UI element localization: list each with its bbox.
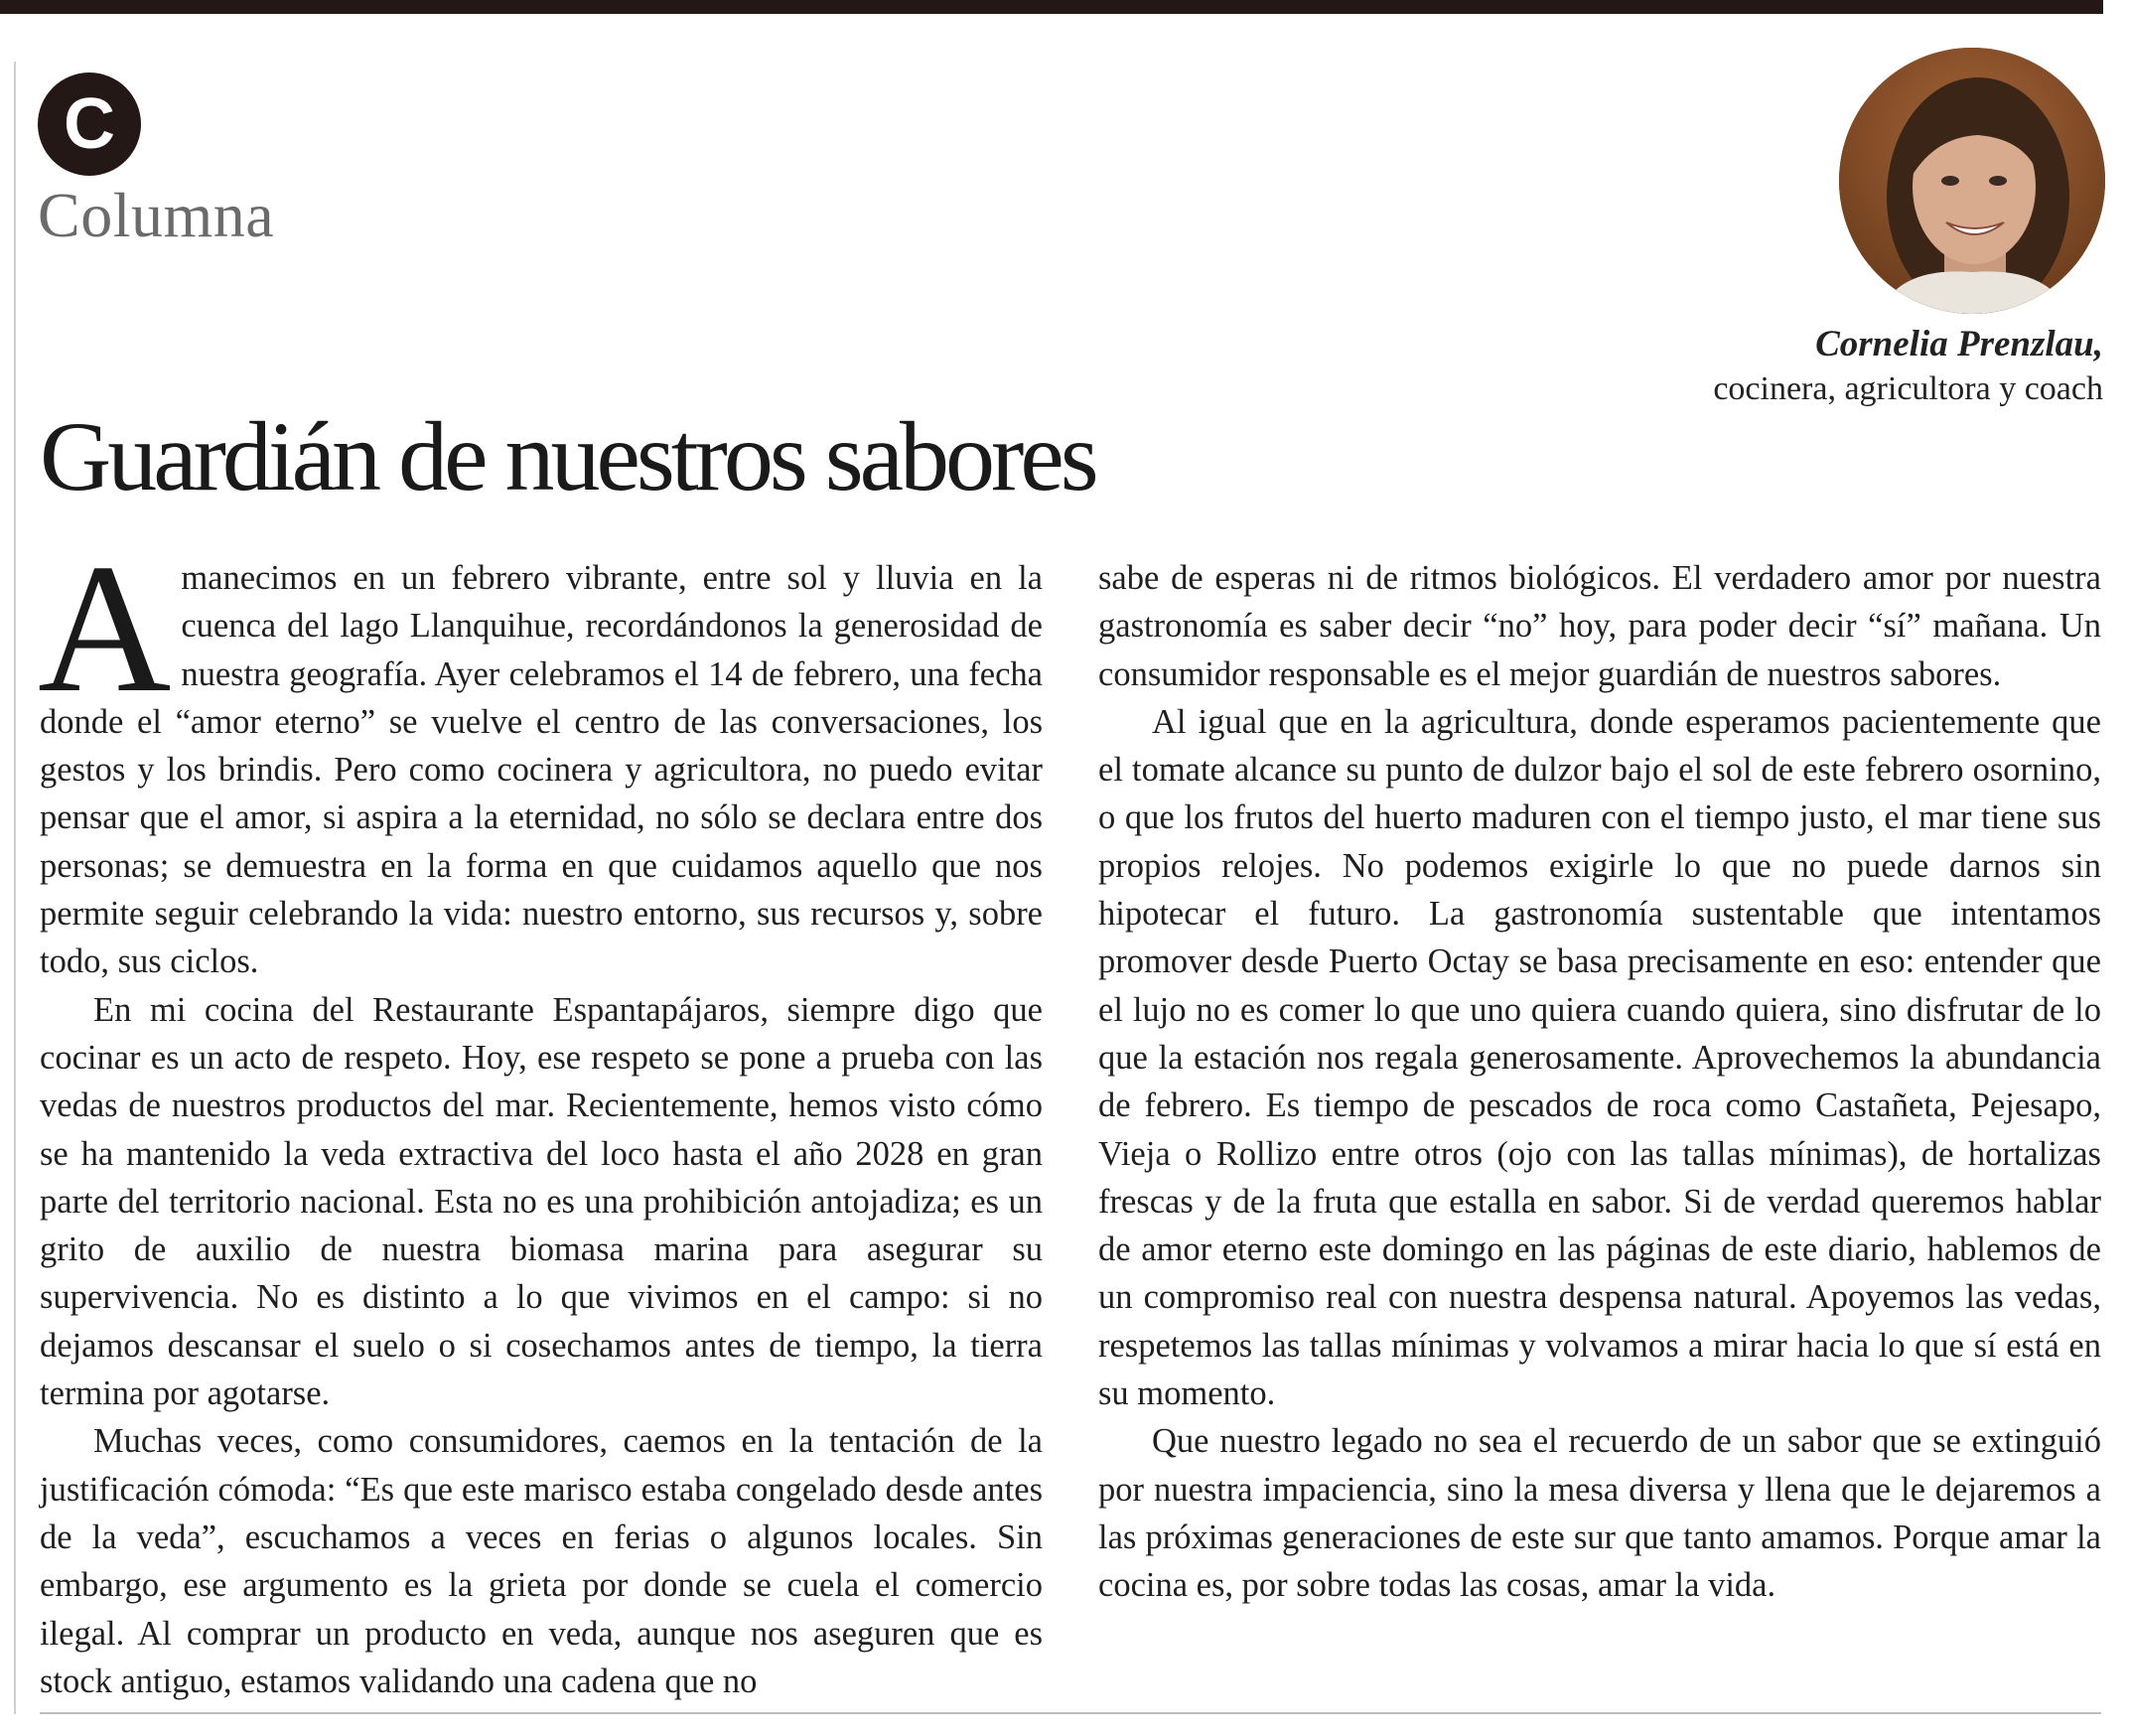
drop-cap: A <box>38 526 172 731</box>
headline: Guardián de nuestros sabores <box>40 401 1095 511</box>
section-label: Columna <box>38 180 275 250</box>
author-role: cocinera, agricultora y coach <box>1713 370 2103 407</box>
author-portrait <box>1839 48 2105 314</box>
paragraph-2: En mi cocina del Restaurante Espantapájaros, siempre digo que cocinar es un acto de respeto. Hoy, ese respeto se pone a prueba con las vedas de nuestros productos del mar. Recientemente, hemos visto cómo se ha mantenido la veda extractiva del loco hasta el año 2028 en gran parte del territorio nacional. Esta no es una prohibición antojadiza; es un grito de auxilio de nuestra biomasa marina para asegurar su supervivencia. No es distinto a lo que vivimos en el campo: si no dejamos descansar el suelo o si cosechamos antes de tiempo, la tierra termina por agotarse. <box>40 990 1043 1413</box>
column-badge: C <box>38 72 141 176</box>
paragraph-5: Que nuestro legado no sea el recuerdo de un sabor que se extinguió por nuestra impaciencia, sino la mesa diversa y llena que le dejaremos a las próximas generaciones de este sur que tanto amamos. Porque amar la cocina es, por sobre todas las cosas, amar la vida. <box>1098 1422 2101 1605</box>
article-column-left <box>38 526 1043 1705</box>
bottom-rule <box>40 1712 2101 1714</box>
paragraph-1-text: manecimos en un febrero vibrante, entre sol y lluvia en la cuenca del lago Llanquihue, recordándonos la generosidad de nuestra geografía. Ayer celebramos el 14 de febrero, una fecha donde el “amor eterno” se vuelve el centro de las conversaciones, los gestos y los brindis. Pero como cocinera y agricultora, no puedo evitar pensar que el amor, si aspira a la eternidad, no sólo se declara entre dos personas; se demuestra en la forma en que cuidamos aquello que nos permite seguir celebrando la vida: nuestro entorno, sus recursos y, sobre todo, sus ciclos. <box>40 559 1043 981</box>
author-photo-illustration <box>1839 48 2105 314</box>
paragraph-3-continued: sabe de esperas ni de ritmos biológicos. El verdadero amor por nuestra gastronomía es saber decir “no” hoy, para poder decir “sí” mañana. Un consumidor responsable es el mejor guardián de nuestros sabores. <box>1098 559 2101 693</box>
left-rule <box>14 62 16 1714</box>
paragraph-3: Muchas veces, como consumidores, caemos en la tentación de la justificación cómoda: “Es que este marisco estaba congelado desde antes de la veda”, escuchamos a veces en ferias o algunos locales. Sin embargo, ese argumento es la grieta por donde se cuela el comercio ilegal. Al comprar un producto en veda, aunque nos aseguren que es stock antiguo, estamos validando una cadena que no <box>40 1422 1043 1700</box>
author-name: Cornelia Prenzlau, <box>1815 324 2103 364</box>
paragraph-1 <box>38 526 1043 986</box>
article-column-right <box>1098 554 2101 1610</box>
paragraph-4: Al igual que en la agricultura, donde esperamos pacientemente que el tomate alcance su punto de dulzor bajo el sol de este febrero osornino, o que los frutos del huerto maduren con el tiempo justo, el mar tiene sus propios relojes. No podemos exigirle lo que no puede darnos sin hipotecar el futuro. La gastronomía sustentable que intentamos promover desde Puerto Octay se basa precisamente en eso: entender que el lujo no es comer lo que uno quiera cuando quiera, sino disfrutar de lo que la estación nos regala generosamente. Aprovechemos la abundancia de febrero. Es tiempo de pescados de roca como Castañeta, Pejesapo, Vieja o Rollizo entre otros (ojo con las tallas mínimas), de hortalizas frescas y de la fruta que estalla en sabor. Si de verdad queremos hablar de amor eterno este domingo en las páginas de este diario, hablemos de un compromiso real con nuestra despensa natural. Apoyemos las vedas, respetemos las tallas mínimas y volvamos a mirar hacia lo que sí está en su momento. <box>1098 702 2101 1413</box>
top-rule <box>0 0 2103 14</box>
